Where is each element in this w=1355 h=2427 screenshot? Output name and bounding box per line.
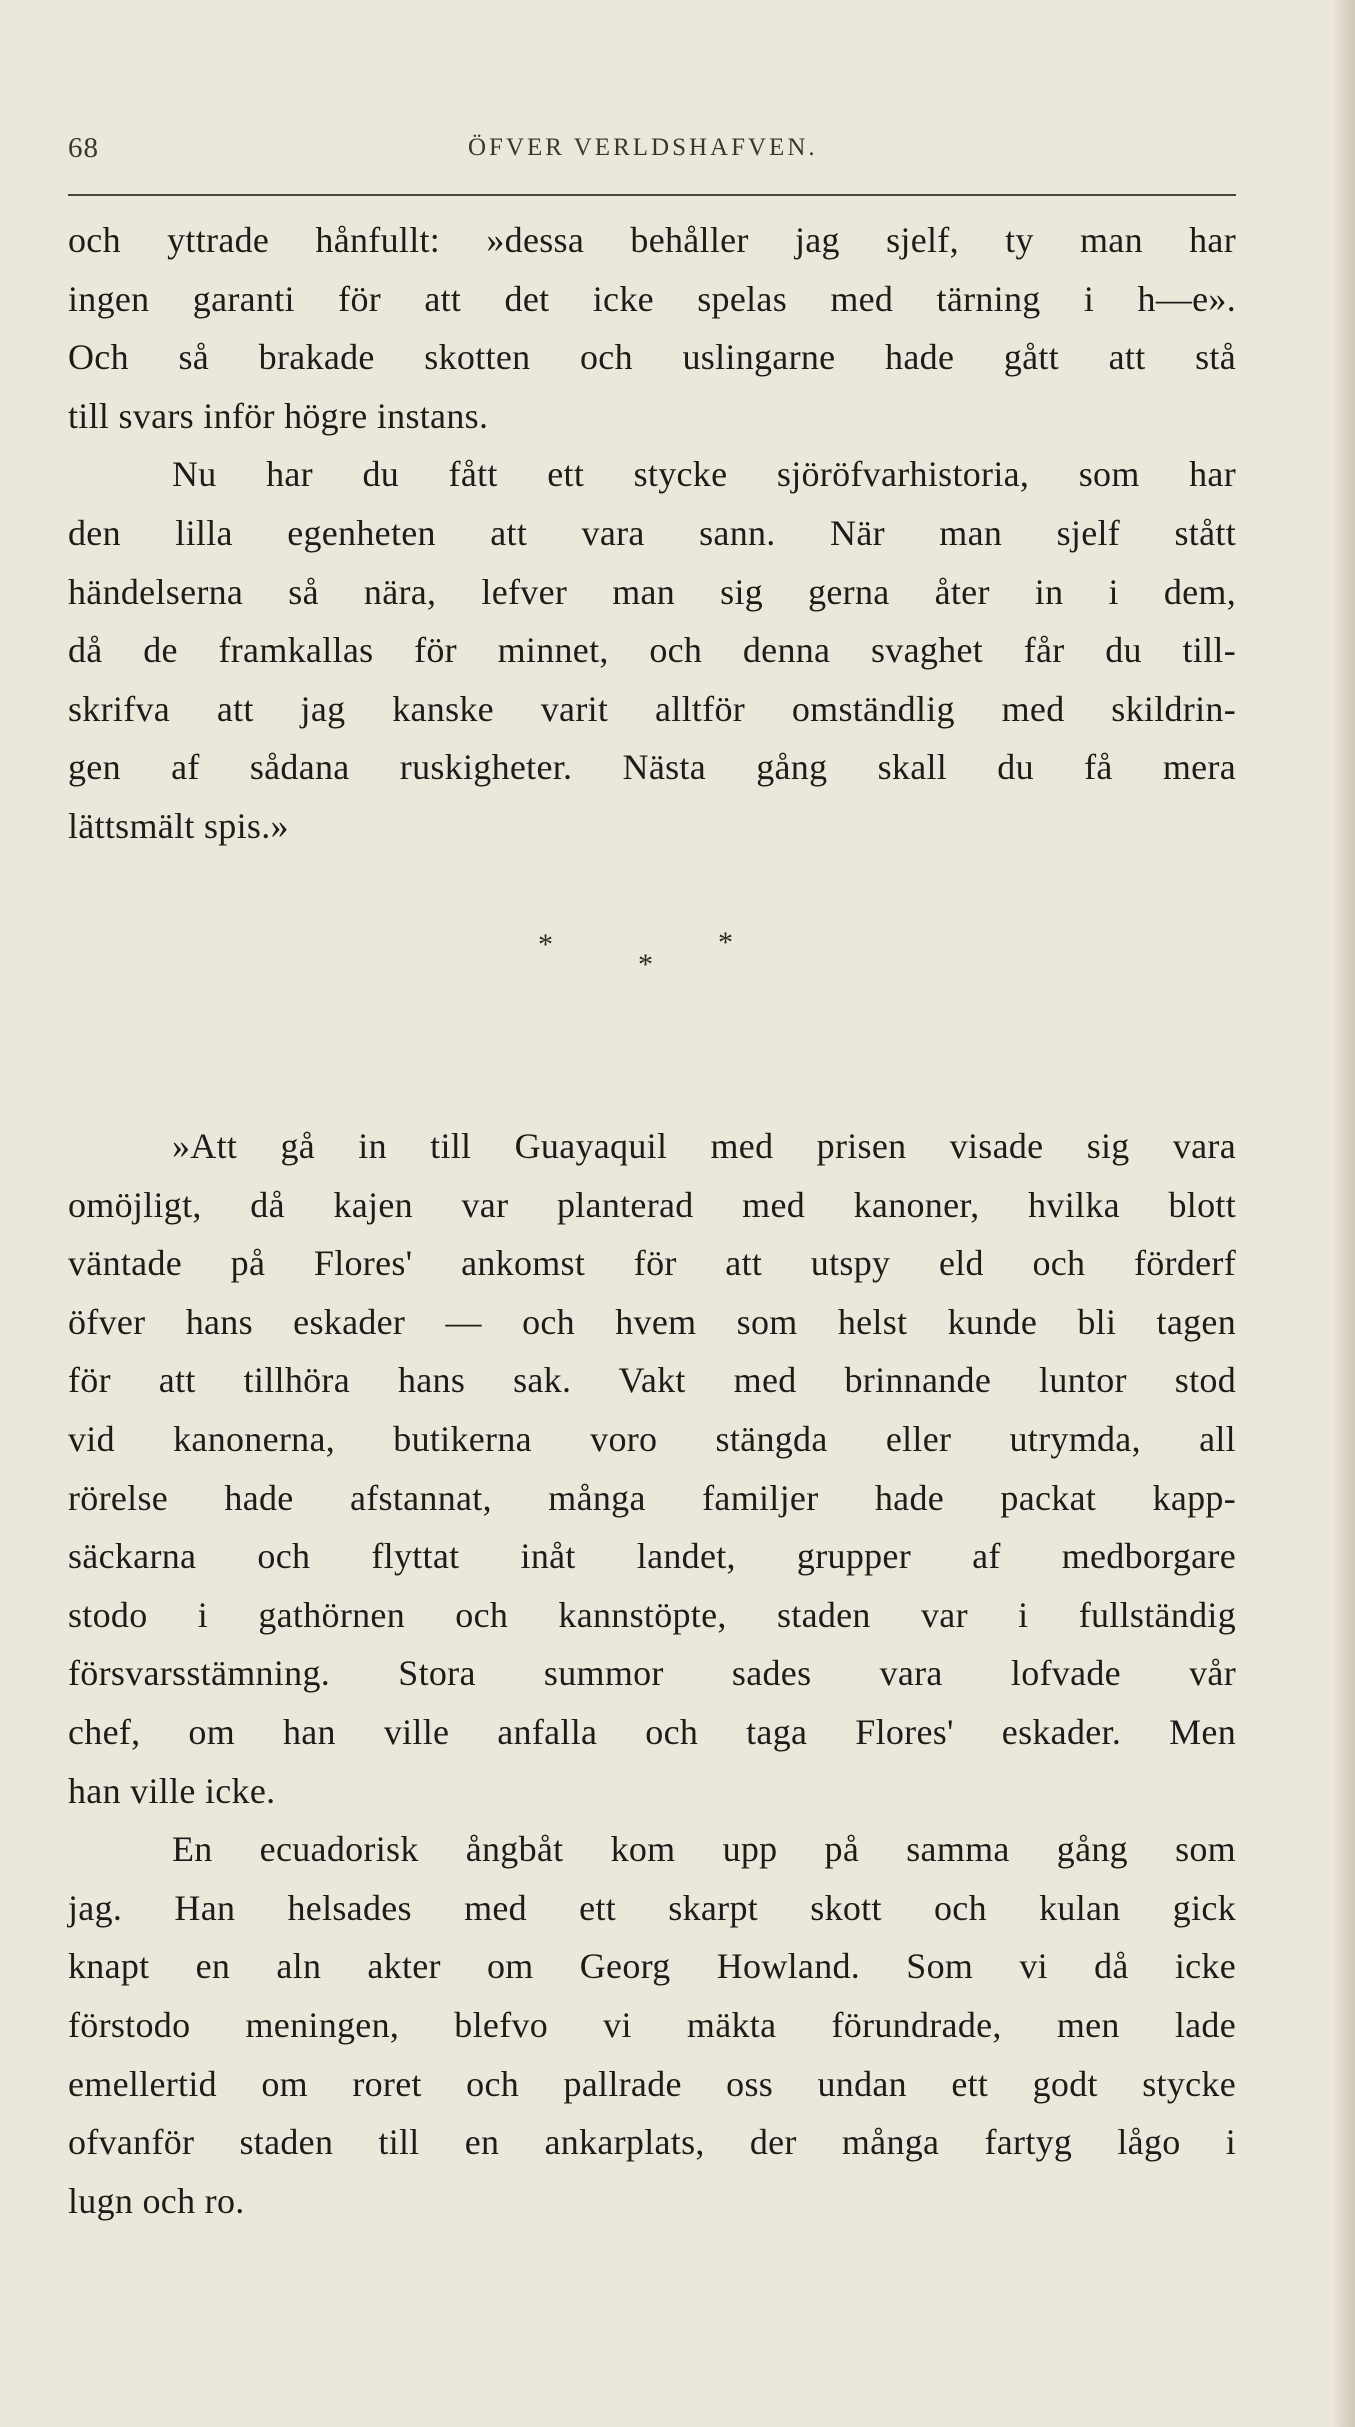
running-title: ÖFVER VERLDSHAFVEN. [468, 134, 818, 161]
text-line: försvarsstämning. Stora summor sades vara lofvade vår [68, 1653, 1236, 1694]
text-line: rörelse hade afstannat, många familjer hade packat kapp- [68, 1477, 1236, 1518]
text-line: Nu har du fått ett stycke sjöröfvarhistoria, som har [172, 454, 1236, 495]
separator-star: * [638, 948, 653, 981]
text-line: ingen garanti för att det icke spelas med tärning i h—e». [68, 278, 1236, 319]
separator-star: * [538, 928, 553, 961]
header-rule [68, 194, 1236, 196]
page-header [68, 132, 1236, 172]
text-line: ofvanför staden till en ankarplats, der många fartyg lågo i [68, 2122, 1236, 2163]
text-line: han ville icke. [68, 1770, 276, 1811]
text-line: knapt en aln akter om Georg Howland. Som vi då icke [68, 1946, 1236, 1987]
text-line: »Att gå in till Guayaquil med prisen visade sig vara [172, 1126, 1236, 1166]
text-line: öfver hans eskader — och hvem som helst kunde bli tagen [68, 1301, 1236, 1342]
text-line: och yttrade hånfullt: »dessa behåller jag sjelf, ty man har [68, 220, 1236, 260]
section-1-text [68, 211, 1236, 856]
text-line: Och så brakade skotten och uslingarne hade gått att stå [68, 337, 1236, 378]
text-line: stodo i gathörnen och kannstöpte, staden var i fullständig [68, 1594, 1236, 1635]
section-separator [0, 918, 1355, 1018]
text-line: skrifva att jag kanske varit alltför omständlig med skildrin- [68, 688, 1236, 729]
page-edge-shadow [1333, 0, 1355, 2427]
text-line: gen af sådana ruskigheter. Nästa gång skall du få mera [68, 747, 1236, 788]
text-line: lättsmält spis.» [68, 805, 289, 846]
text-line: då de framkallas för minnet, och denna svaghet får du till- [68, 630, 1236, 671]
section-2-text [68, 1117, 1236, 2230]
page-number: 68 [68, 132, 99, 164]
text-line: chef, om han ville anfalla och taga Flores' eskader. Men [68, 1711, 1236, 1752]
text-line: händelserna så nära, lefver man sig gerna åter in i dem, [68, 571, 1236, 612]
text-line: förstodo meningen, blefvo vi mäkta förundrade, men lade [68, 2004, 1236, 2045]
text-line: omöjligt, då kajen var planterad med kanoner, hvilka blott [68, 1184, 1236, 1225]
text-line: En ecuadorisk ångbåt kom upp på samma gång som [172, 1829, 1236, 1870]
text-line: emellertid om roret och pallrade oss undan ett godt stycke [68, 2063, 1236, 2104]
text-line: till svars inför högre instans. [68, 395, 489, 436]
text-line: säckarna och flyttat inåt landet, grupper af medborgare [68, 1536, 1236, 1577]
separator-star: * [718, 926, 733, 959]
text-line: lugn och ro. [68, 2180, 245, 2221]
text-line: den lilla egenheten att vara sann. När man sjelf stått [68, 512, 1236, 553]
text-line: för att tillhöra hans sak. Vakt med brinnande luntor stod [68, 1360, 1236, 1401]
text-line: väntade på Flores' ankomst för att utspy eld och förderf [68, 1243, 1236, 1284]
text-line: vid kanonerna, butikerna voro stängda eller utrymda, all [68, 1418, 1236, 1459]
text-line: jag. Han helsades med ett skarpt skott och kulan gick [68, 1887, 1236, 1928]
